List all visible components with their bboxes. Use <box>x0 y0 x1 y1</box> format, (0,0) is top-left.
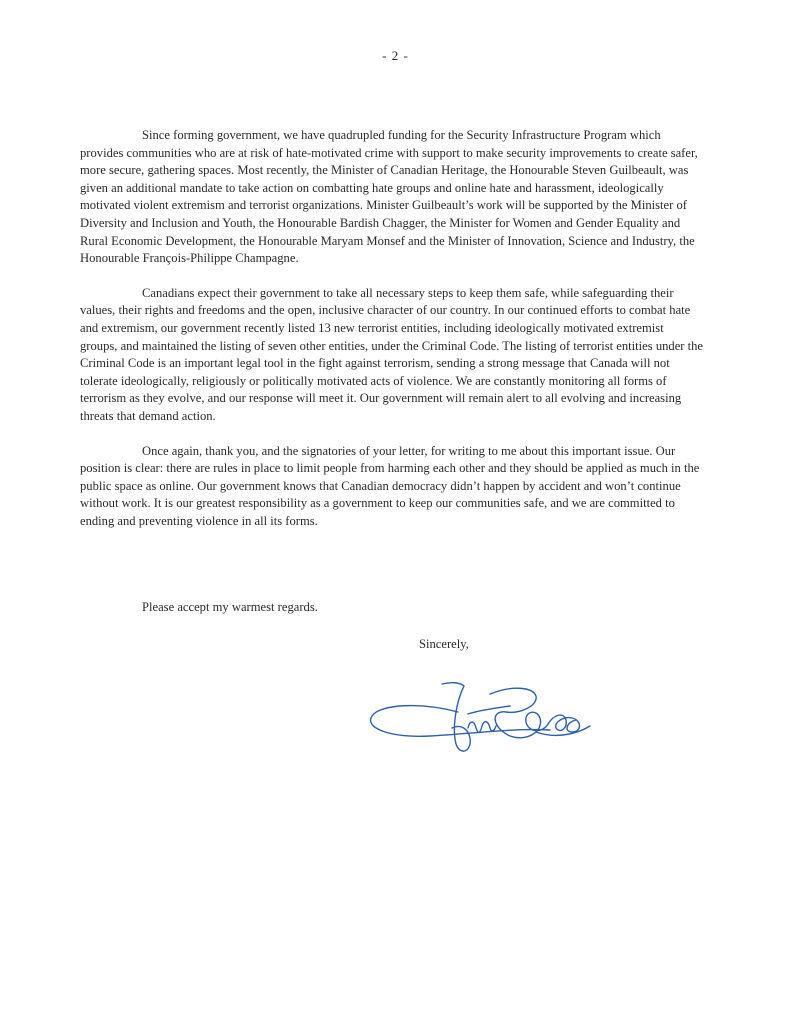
signature-icon <box>360 672 610 782</box>
sign-off: Sincerely, <box>419 637 469 651</box>
page-number: - 2 - <box>382 48 409 63</box>
paragraph-terrorist-listing: Canadians expect their government to take all necessary steps to keep them safe, while safeguarding their values, their rights and freedoms and the open, inclusive character of our country. In our continued efforts to combat hate and extremism, our government recently listed 13 new terrorist entities, including ideologically motivated extremist groups, and maintained the listing of seven other entities, under the Criminal Code. The listing of terrorist entities under the Criminal Code is an important legal tool in the fight against terrorism, sending a strong message that Canada will not tolerate ideologically, religiously or politically motivated acts of violence. We are constantly monitoring all forms of terrorism as they evolve, and our response will meet it. Our government will remain alert to all evolving and increasing threats that demand action. <box>80 285 704 423</box>
closing-regards: Please accept my warmest regards. <box>142 600 318 614</box>
paragraph-security-funding: Since forming government, we have quadrupled funding for the Security Infrastructure Program which provides communities who are at risk of hate-motivated crime with support to make security improvements to create safer, more secure, gathering spaces. Most recently, the Minister of Canadian Heritage, the Honourable Steven Guilbeault, was given an additional mandate to take action on combatting hate groups and online hate and harassment, ideologically motivated violent extremism and terrorist organizations. Minister Guilbeault’s work will be supported by the Minister of Diversity and Inclusion and Youth, the Honourable Bardish Chagger, the Minister for Women and Gender Equality and Rural Economic Development, the Honourable Maryam Monsef and the Minister of Innovation, Science and Industry, the Honourable François-Philippe Champagne. <box>80 128 698 266</box>
letter-body <box>80 127 704 547</box>
paragraph-thank-you: Once again, thank you, and the signatories of your letter, for writing to me about this important issue. Our position is clear: there are rules in place to limit people from harming each other and they should be applied as much in the public space as online. Our government knows that Canadian democracy didn’t happen by accident and won’t continue without work. It is our greatest responsibility as a government to keep our communities safe, and we are committed to ending and preventing violence in all its forms. <box>80 443 700 528</box>
